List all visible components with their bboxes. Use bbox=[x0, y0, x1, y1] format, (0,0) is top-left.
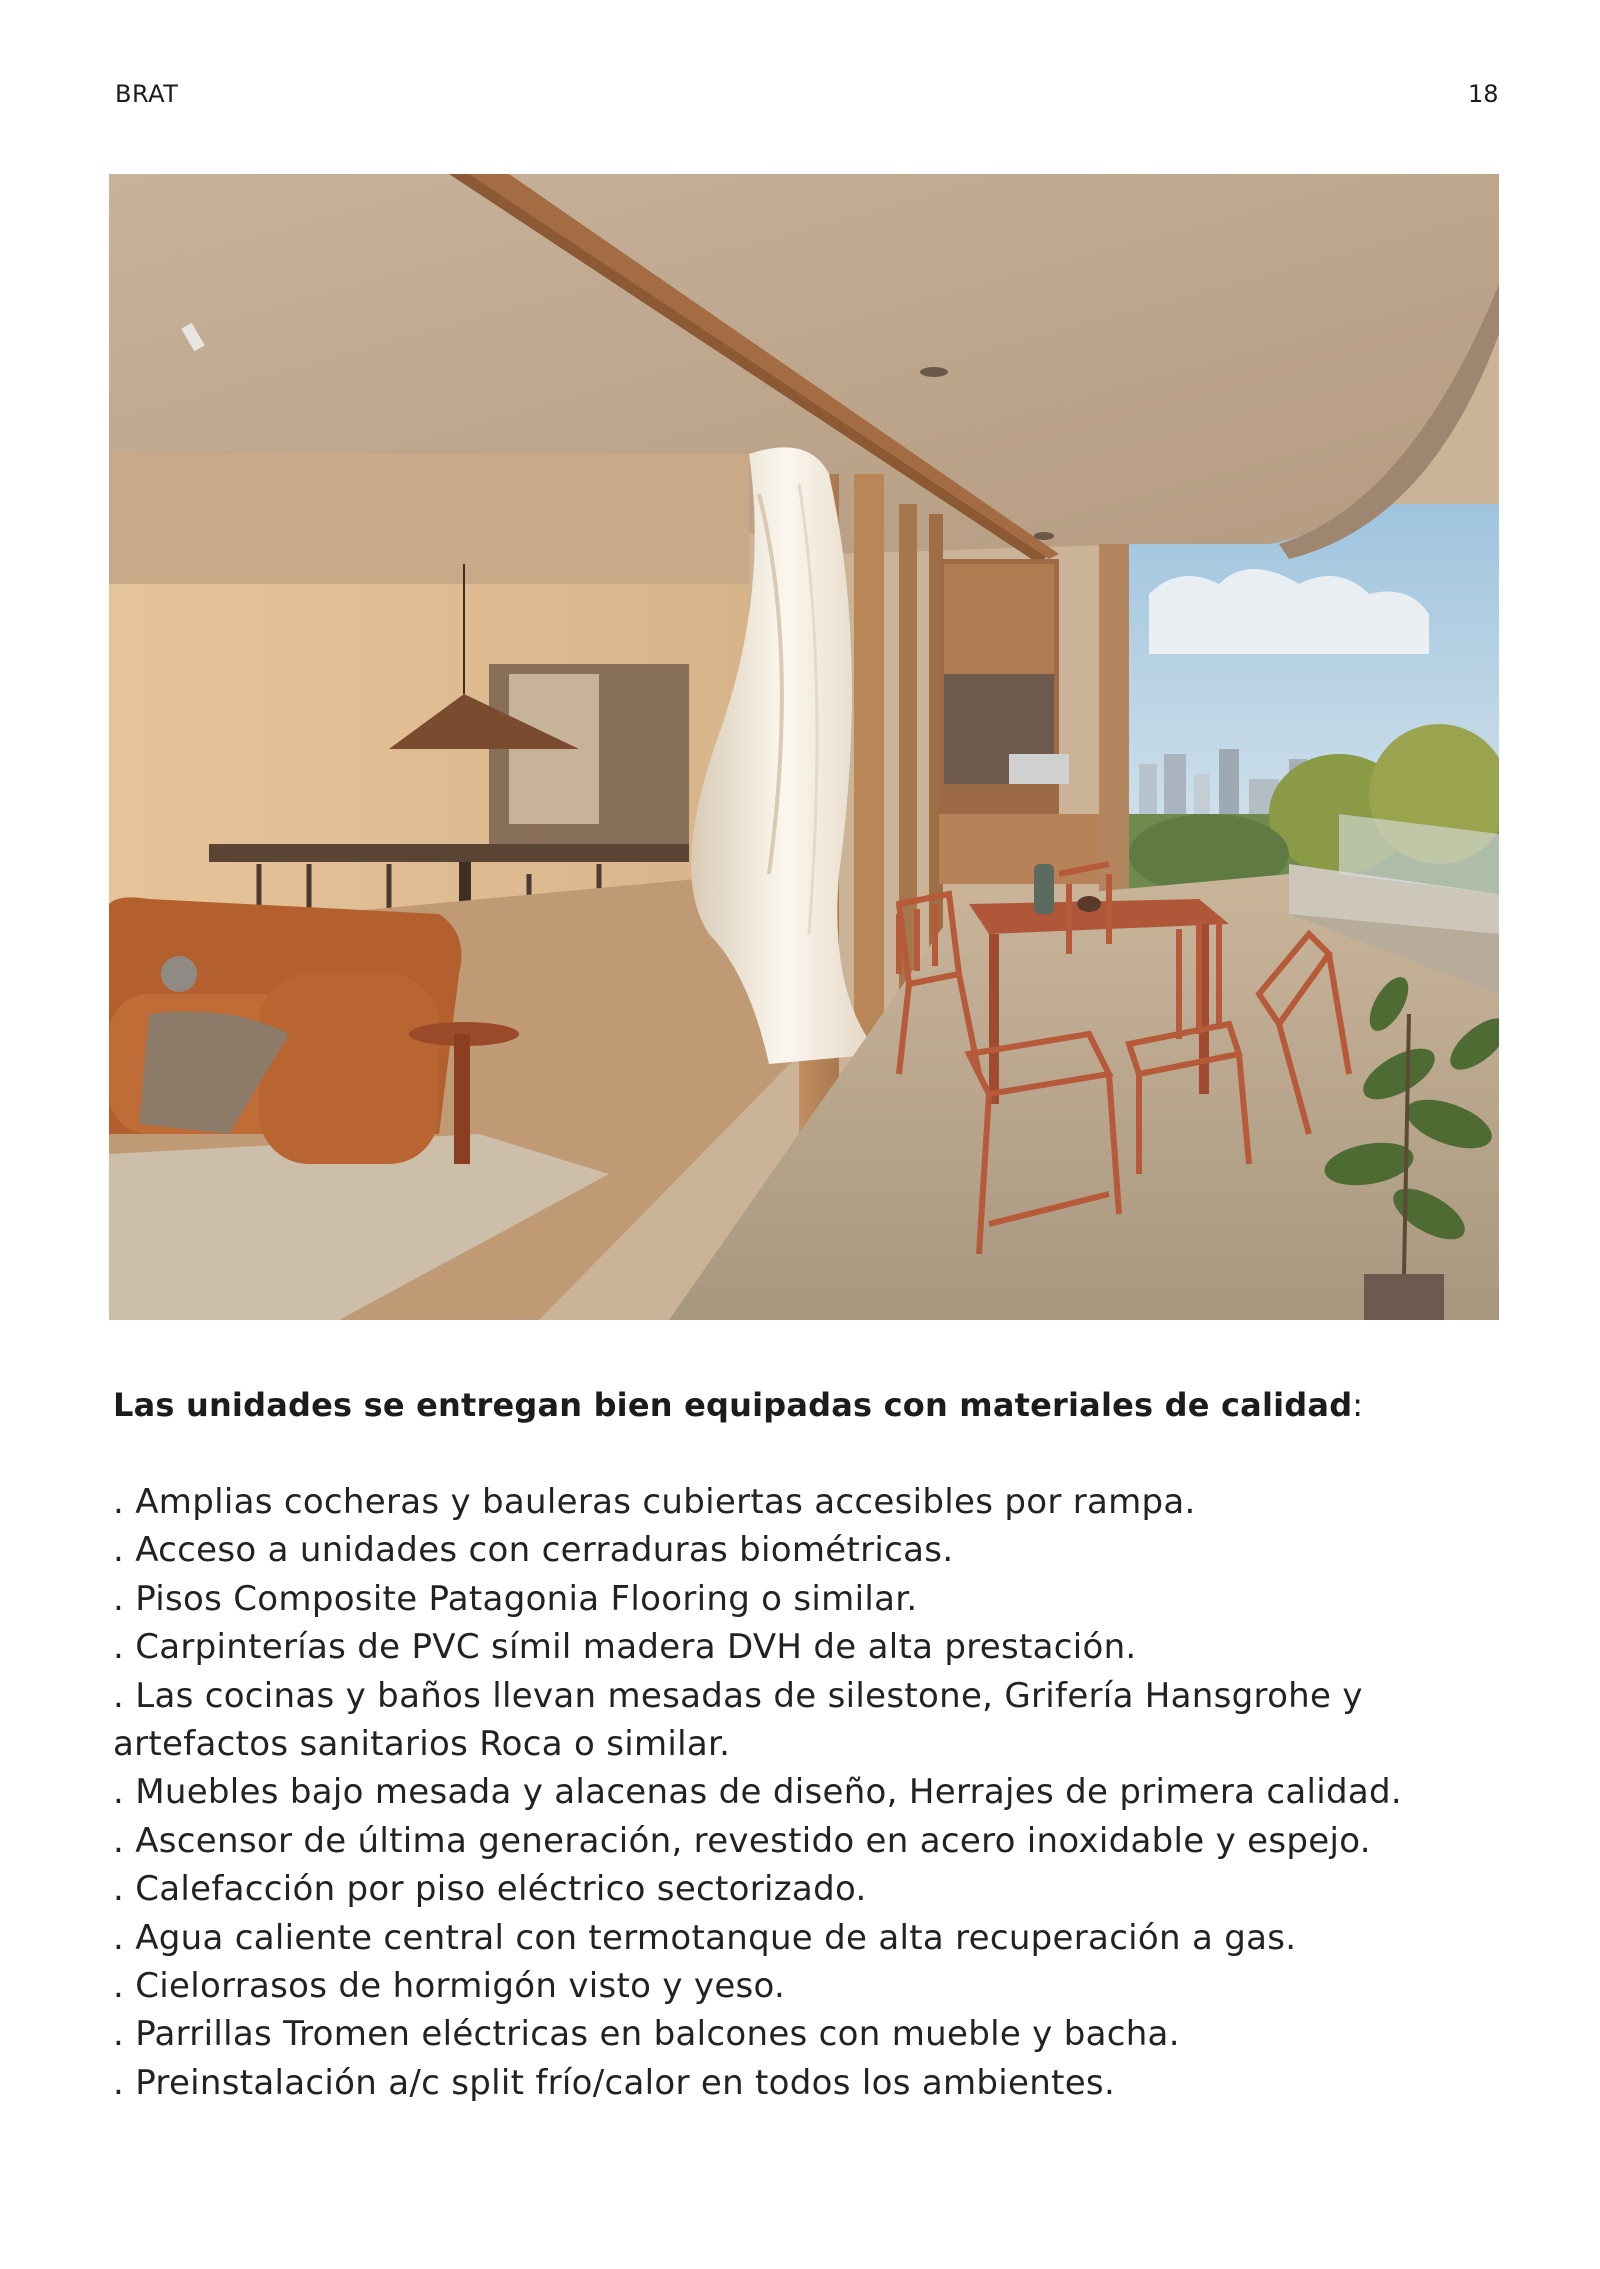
feature-item: . Carpinterías de PVC símil madera DVH de alta prestación. bbox=[113, 1627, 1137, 1668]
feature-item: . Amplias cocheras y bauleras cubiertas accesibles por rampa. bbox=[113, 1482, 1196, 1522]
feature-item: . Ascensor de última generación, revestido en acero inoxidable y espejo. bbox=[113, 1820, 1371, 1861]
section-heading bbox=[113, 1386, 1513, 1424]
feature-item: . Acceso a unidades con cerraduras biométricas. bbox=[113, 1530, 954, 1571]
feature-item: . Muebles bajo mesada y alacenas de diseño, Herrajes de primera calidad. bbox=[113, 1772, 1403, 1813]
page-number: 18 bbox=[1468, 80, 1499, 108]
feature-item: . Pisos Composite Patagonia Flooring o similar. bbox=[113, 1578, 918, 1619]
feature-item: . Calefacción por piso eléctrico sectorizado. bbox=[113, 1869, 867, 1910]
feature-item: . Cielorrasos de hormigón visto y yeso. bbox=[113, 1966, 786, 2007]
features-list bbox=[113, 1478, 1543, 2107]
brand-name: BRAT bbox=[115, 80, 179, 108]
feature-item: . Preinstalación a/c split frío/calor en todos los ambientes. bbox=[113, 2062, 1116, 2103]
interior-photo bbox=[109, 174, 1499, 1320]
section-heading-colon: : bbox=[1352, 1386, 1364, 1424]
feature-item: . Agua caliente central con termotanque de alta recuperación a gas. bbox=[113, 1917, 1297, 1958]
interior-illustration bbox=[109, 174, 1499, 1320]
feature-item: . Parrillas Tromen eléctricas en balcones con mueble y bacha. bbox=[113, 2014, 1180, 2055]
feature-item: . Las cocinas y baños llevan mesadas de silestone, Grifería Hansgrohe y artefactos sanitarios Roca o similar. bbox=[113, 1675, 1363, 1765]
section-heading-text: Las unidades se entregan bien equipadas con materiales de calidad bbox=[113, 1386, 1353, 1424]
